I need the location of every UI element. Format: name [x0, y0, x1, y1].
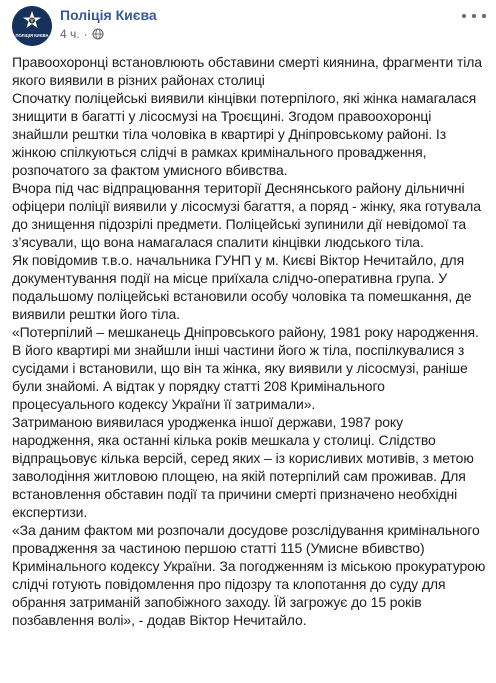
post-text — [12, 53, 488, 629]
post-paragraph: Спочатку поліцейські виявили кінцівки потерпілого, які жінка намагалася знищити в багатті у лісосмузі на Троєщині. Згодом правоохоронці знайшли рештки тіла чоловіка в квартирі у Дніпровському районі. Із жінкою спілкуються слідчі в рамках кримінального провадження, розпочатого за фактом умисного вбивства. — [12, 90, 477, 178]
avatar-text: ПОЛІЦІЯ КИЄВА — [15, 33, 49, 38]
more-options-button[interactable] — [462, 8, 486, 24]
police-badge-icon — [12, 6, 52, 46]
post-paragraph: Правоохоронці встановлюють обставини смерті киянина, фрагменти тіла якого виявили в різних районах столиці — [12, 54, 482, 88]
post-paragraph: «Потерпілий – мешканець Дніпровського району, 1981 року народження. В його квартирі ми знайшли інші частини його ж тіла, поспілкувалися з сусідами і встановили, що він та жінка, яку виявили у лісосмузі, раніше були знайомі. А відтак у порядку статті 208 Кримінального процесуального кодексу України її затримали». — [12, 324, 479, 412]
post-paragraph: «За даним фактом ми розпочали досудове розслідування кримінального провадження за частиною першою статті 115 (Умисне вбивство) Кримінального кодексу України. За погодженням із міською прокуратурою слідчі готують повідомлення про підозру та клопотання до суду для обрання затриманій запобіжного заходу. Їй загрожує до 15 років позбавлення волі», - додав Віктор Нечитайло. — [12, 522, 486, 628]
post-paragraph: Вчора під час відпрацювання території Деснянського району дільничні офіцери поліції виявили у лісосмузі багаття, а поряд - жінку, яка готувала до знищення підозрілі предмети. Поліцейські зупинили дії невідомої та з’ясували, що вона намагалася спалити кінцівки людського тіла. — [12, 180, 481, 250]
post-paragraph: Затриманою виявилася уродженка іншої держави, 1987 року народження, яка останні кілька років мешкала у столиці. Слідство відпрацьовує кілька версій, серед яких – із корисливих мотивів, з метою заволодіння житловою площею, на якій потерпілий сам проживав. Для встановлення обставин події та причини смерті призначено необхідні експертизи. — [12, 414, 474, 520]
more-options-icon — [472, 14, 476, 18]
post-meta — [60, 27, 104, 41]
page-name-link[interactable]: Поліція Києва — [60, 7, 157, 23]
post-paragraph: Як повідомив т.в.о. начальника ГУНП у м. Києві Віктор Нечитайло, для документування події на місце приїхала слідчо-оперативна група. У подальшому поліцейські встановили особу чоловіка та помешкання, де виявили рештки його тіла. — [12, 252, 472, 322]
page-avatar[interactable] — [12, 6, 52, 46]
post-header — [12, 6, 486, 46]
post-timestamp[interactable]: 4 ч. — [60, 27, 80, 41]
globe-icon[interactable] — [92, 28, 104, 40]
meta-separator: · — [83, 27, 88, 41]
more-options-icon — [482, 14, 486, 18]
more-options-icon — [462, 14, 466, 18]
